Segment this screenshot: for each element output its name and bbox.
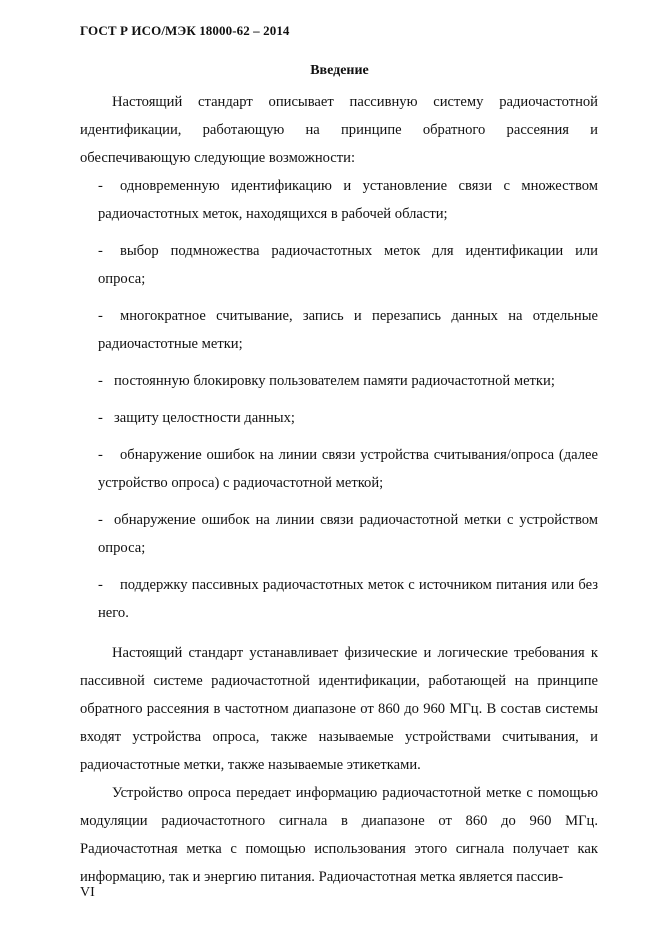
document-header: ГОСТ Р ИСО/МЭК 18000-62 – 2014 <box>80 23 290 38</box>
list-dash: - <box>98 243 103 259</box>
list-dash: - <box>98 512 103 528</box>
document-body <box>80 88 598 891</box>
list-item-text: постоянную блокировку пользователем памяти радиочастотной метки; <box>114 373 555 389</box>
list-dash: - <box>98 447 103 463</box>
list-item-text: одновременную идентификацию и установление связи с множеством радиочастотных меток, находящихся в рабочей области; <box>98 178 598 222</box>
list-dash: - <box>98 308 103 324</box>
section-title: Введение <box>310 63 369 78</box>
capabilities-list <box>80 172 598 627</box>
list-item-text: выбор подмножества радиочастотных меток для идентификации или опроса; <box>98 243 598 287</box>
list-item-text: защиту целостности данных; <box>114 410 295 426</box>
list-item <box>98 506 598 562</box>
intro-paragraph: Настоящий стандарт описывает пассивную систему радиочастотной идентификации, работающую на принципе обратного рассеяния и обеспечивающую следующие возможности: <box>80 94 598 166</box>
page-number: VI <box>80 885 95 900</box>
list-item <box>98 441 598 497</box>
body-paragraph: Настоящий стандарт устанавливает физические и логические требования к пассивной системе радиочастотной идентификации, работающей на принципе обратного рассеяния в частотном диапазоне от 860 до 960 МГц. В состав системы входят устройства опроса, также называемые устройствами считывания, и радиочастотные метки, также называемые этикетками. <box>80 645 598 773</box>
list-item <box>98 172 598 228</box>
list-dash: - <box>98 410 103 426</box>
list-item-text: обнаружение ошибок на линии связи устройства считывания/опроса (далее устройство опроса) с радиочастотной меткой; <box>98 447 598 491</box>
list-item-text: многократное считывание, запись и перезапись данных на отдельные радиочастотные метки; <box>98 308 598 352</box>
list-item <box>98 302 598 358</box>
list-dash: - <box>98 373 103 389</box>
list-item <box>98 237 598 293</box>
list-dash: - <box>98 577 103 593</box>
list-dash: - <box>98 178 103 194</box>
list-item-text: поддержку пассивных радиочастотных меток с источником питания или без него. <box>98 577 598 621</box>
list-item <box>98 404 598 432</box>
body-paragraph: Устройство опроса передает информацию радиочастотной метке с помощью модуляции радиочастотного сигнала в диапазоне от 860 до 960 МГц. Радиочастотная метка с помощью использования этого сигнала получает как информацию, так и энергию питания. Радиочастотная метка является пассив- <box>80 785 598 885</box>
list-item-text: обнаружение ошибок на линии связи радиочастотной метки с устройством опроса; <box>98 512 598 556</box>
list-item <box>98 367 598 395</box>
list-item <box>98 571 598 627</box>
